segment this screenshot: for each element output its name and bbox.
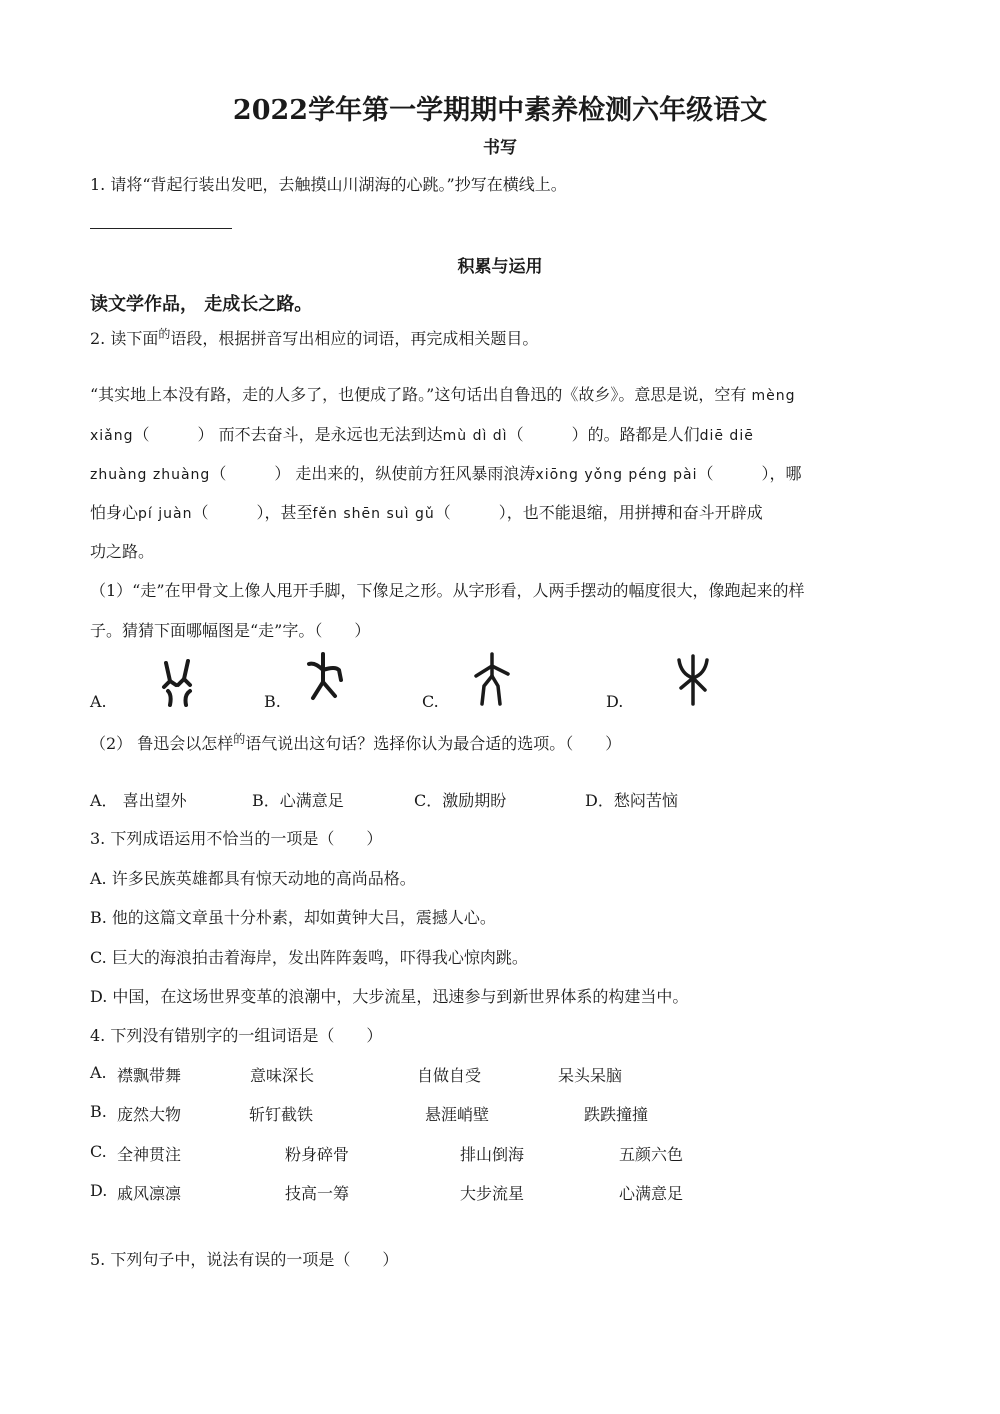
sub2-option-a[interactable]: A． 喜出望外 [90,791,187,810]
passage-line-4 [90,500,763,523]
q4-option-label[interactable]: C. [90,1142,107,1161]
question-5: 5. 下列句子中，说法有误的一项是（ ） [90,1250,399,1269]
pinyin: mèng [751,388,796,404]
pinyin: xiǎng [90,428,134,444]
passage-text: （ ） 而不去奋斗，是永远也无法到达 [133,425,443,444]
pinyin: diē diē [699,428,754,444]
q3-option-b[interactable]: B. 他的这篇文章虽十分朴素，却如黄钟大吕，震撼人心。 [90,908,496,927]
q2-intro-sup: 的 [158,327,171,341]
q4-word: 斩钉截铁 [249,1105,314,1124]
question-3: 3. 下列成语运用不恰当的一项是（ ） [90,829,383,848]
passage-text: （ ），也不能退缩，用拼搏和奋斗开辟成 [434,503,763,522]
passage-text: （ ），哪 [697,464,802,483]
sub2-text: 语气说出这句话？选择你认为最合适的选项。（ ） [245,734,622,753]
q2-intro-b: 语段，根据拼音写出相应的词语，再完成相关题目。 [170,329,539,348]
q4-word: 全神贯注 [117,1145,182,1164]
page-title: 2022学年第一学期期中素养检测六年级语文 [232,95,768,126]
q3-option-a[interactable]: A. 许多民族英雄都具有惊天动地的高尚品格。 [90,869,416,888]
passage-line-1 [90,382,795,405]
passage-line-3 [90,461,802,484]
subheading: 读文学作品， 走成长之路。 [90,294,313,315]
pinyin: zhuàng zhuàng [90,467,211,483]
q4-word: 庞然大物 [117,1105,182,1124]
sub-question-1-a: （1）“走”在甲骨文上像人甩开手脚，下像足之形。从字形看，人两手摆动的幅度很大，像跑起来的样 [90,581,805,600]
passage-line-2 [90,422,754,445]
sub-question-1-b: 子。猜猜下面哪幅图是“走”字。（ ） [90,621,371,640]
q4-word: 粉身碎骨 [285,1145,350,1164]
section-heading-writing: 书写 [483,138,517,158]
passage-text: （ ） 走出来的，纵使前方狂风暴雨浪涛 [210,464,536,483]
answer-line[interactable] [90,228,232,229]
q4-option-label[interactable]: A. [90,1063,107,1082]
sub2-text: （2） 鲁迅会以怎样 [90,734,234,753]
oracle-glyph-c-icon[interactable] [470,652,516,712]
pinyin: mù dì dì [442,428,508,444]
question-1: 1. 请将“背起行装出发吧，去触摸山川湖海的心跳。”抄写在横线上。 [90,175,567,194]
q2-intro-a: 2. 读下面 [90,329,159,348]
q4-word: 五颜六色 [619,1145,684,1164]
sub-question-2 [90,730,621,754]
q4-word: 悬涯峭壁 [425,1105,490,1124]
sub2-option-c[interactable]: C．激励期盼 [414,791,507,810]
pinyin: pí juàn [138,506,193,522]
passage-text: 怕身心 [90,503,139,522]
glyph-option-label-d[interactable]: D. [606,692,624,711]
passage-text: （ ）的。路都是人们 [507,425,700,444]
q4-word: 意味深长 [250,1066,315,1085]
sub2-option-b[interactable]: B．心满意足 [252,791,344,810]
oracle-glyph-d-icon[interactable] [673,652,713,712]
question-2-intro [90,325,538,349]
q4-word: 襟飘带舞 [117,1066,182,1085]
q4-word: 心满意足 [619,1184,684,1203]
q4-word: 技高一筹 [285,1184,350,1203]
glyph-option-label-b[interactable]: B. [264,692,281,711]
q3-option-d[interactable]: D. 中国，在这场世界变革的浪潮中，大步流星，迅速参与到新世界体系的构建当中。 [90,987,689,1006]
section-heading-accumulation: 积累与运用 [457,257,543,277]
q3-option-c[interactable]: C. 巨大的海浪拍击着海岸，发出阵阵轰鸣，吓得我心惊肉跳。 [90,948,528,967]
q4-option-label[interactable]: D. [90,1181,108,1200]
sub2-sup: 的 [233,732,246,746]
sub2-option-d[interactable]: D．愁闷苦恼 [585,791,678,810]
q4-word: 呆头呆脑 [558,1066,623,1085]
passage-text: （ ），甚至 [192,503,313,522]
q4-word: 跌跌撞撞 [584,1105,649,1124]
passage-text: “其实地上本没有路，走的人多了，也便成了路。”这句话出自鲁迅的《故乡》。意思是说，空有 [90,385,747,404]
question-4: 4. 下列没有错别字的一组词语是（ ） [90,1026,383,1045]
pinyin: fěn shēn suì gǔ [312,506,435,522]
pinyin: xiōng yǒng péng pài [535,467,698,483]
q4-word: 排山倒海 [460,1145,525,1164]
q4-option-label[interactable]: B. [90,1102,107,1121]
glyph-option-label-c[interactable]: C. [422,692,439,711]
q4-word: 大步流星 [460,1184,525,1203]
glyph-option-label-a[interactable]: A. [90,692,107,711]
oracle-glyph-b-icon[interactable] [305,652,353,708]
passage-line-5: 功之路。 [90,542,155,561]
q4-word: 戚风凛凛 [117,1184,182,1203]
q4-word: 自做自受 [417,1066,482,1085]
oracle-glyph-a-icon[interactable] [156,655,202,711]
